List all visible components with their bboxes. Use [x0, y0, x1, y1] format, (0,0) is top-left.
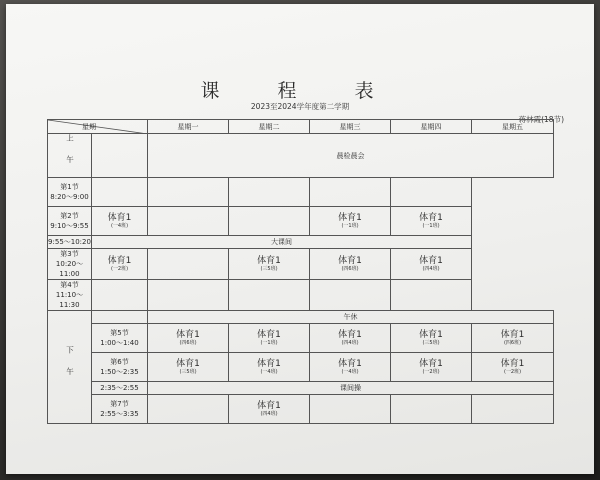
table-row [48, 249, 554, 280]
empty-cell [229, 280, 310, 311]
lesson-cell [310, 249, 391, 280]
class-name: (四4班) [422, 265, 440, 272]
class-name: (一4班) [341, 368, 359, 375]
band-big-break: 大课间 [92, 236, 472, 249]
lesson-cell [229, 395, 310, 424]
table-row [48, 280, 554, 311]
course-name: 体育1 [338, 255, 362, 266]
lesson-cell [229, 249, 310, 280]
class-name: (一1班) [422, 222, 440, 229]
timetable [47, 119, 554, 424]
day-header: 星期四 [391, 120, 472, 134]
lesson-cell [391, 207, 472, 236]
class-name: (四4班) [260, 410, 278, 417]
lesson-cell [229, 353, 310, 382]
corner-cell [48, 120, 148, 134]
band-row [48, 311, 554, 324]
empty-cell [391, 178, 472, 207]
period-cell [48, 249, 92, 280]
table-row [48, 353, 554, 382]
period-time: 9:10～9:55 [50, 222, 89, 230]
period-time: 11:10～11:30 [55, 291, 84, 309]
period-cell [92, 395, 148, 424]
period-time [92, 311, 148, 324]
empty-cell [229, 178, 310, 207]
table-row [48, 395, 554, 424]
lesson-cell [310, 353, 391, 382]
period-time: 10:20～11:00 [55, 260, 84, 278]
empty-cell [310, 395, 391, 424]
lesson-cell [148, 353, 229, 382]
page-title: 课 程 表 [200, 80, 400, 102]
class-name: (一1班) [260, 339, 278, 346]
class-name: (四4班) [341, 339, 359, 346]
empty-cell [148, 395, 229, 424]
period-name: 第4节 [60, 281, 79, 289]
course-name: 体育1 [176, 358, 200, 369]
course-name: 体育1 [257, 255, 281, 266]
band-morning-meeting: 晨检晨会 [148, 134, 554, 178]
empty-cell [391, 280, 472, 311]
lesson-cell [92, 207, 148, 236]
course-name: 体育1 [500, 358, 525, 369]
class-name: (四6班) [341, 265, 359, 272]
course-name: 体育1 [257, 358, 281, 369]
empty-cell [148, 249, 229, 280]
empty-cell [229, 207, 310, 236]
course-name: 体育1 [419, 255, 443, 266]
class-name: (三5班) [260, 265, 278, 272]
period-time: 2:35～2:55 [92, 382, 148, 395]
lesson-cell [391, 353, 472, 382]
course-name: 体育1 [419, 329, 443, 340]
day-header: 星期二 [229, 120, 310, 134]
course-name: 体育1 [257, 400, 281, 411]
empty-cell [391, 395, 472, 424]
class-name: (四6班) [179, 339, 197, 346]
class-name: (三5班) [422, 339, 440, 346]
table-row [48, 324, 554, 353]
lesson-cell [391, 324, 472, 353]
period-cell [48, 207, 92, 236]
period-time: 8:20～9:00 [50, 193, 89, 201]
band-row [48, 382, 554, 395]
class-name: (一1班) [341, 222, 359, 229]
day-header: 星期三 [310, 120, 391, 134]
lesson-cell [472, 324, 554, 353]
table-row [48, 207, 554, 236]
lesson-cell [92, 249, 148, 280]
lesson-cell [310, 207, 391, 236]
teacher-name: 蒋林霞(18节) [518, 115, 564, 124]
morning-label: 上午 [48, 134, 92, 178]
period-name: 第2节 [60, 212, 79, 220]
period-time: 9:55～10:20 [48, 236, 92, 249]
period-name: 第5节 [110, 329, 129, 337]
period-cell [92, 353, 148, 382]
class-name: (一4班) [110, 222, 129, 229]
band-row [48, 236, 554, 249]
empty-cell [92, 178, 148, 207]
empty-cell [310, 280, 391, 311]
empty-cell [148, 178, 229, 207]
empty-cell [472, 395, 554, 424]
lesson-cell [472, 353, 554, 382]
diagonal-line [48, 120, 148, 134]
course-name: 体育1 [419, 358, 443, 369]
period-cell [48, 178, 92, 207]
afternoon-label: 下午 [48, 311, 92, 424]
header-row [48, 120, 554, 134]
course-name: 体育1 [257, 329, 281, 340]
period-cell [48, 280, 92, 311]
day-header: 星期一 [148, 120, 229, 134]
lesson-cell [391, 249, 472, 280]
class-name: (三5班) [179, 368, 197, 375]
empty-cell [148, 207, 229, 236]
class-name: (一2班) [503, 368, 522, 375]
period-time: 2:55～3:35 [100, 410, 139, 418]
empty-cell [148, 280, 229, 311]
corner-label: 星期 [82, 123, 96, 131]
period-time: 1:50～2:35 [100, 368, 139, 376]
lesson-cell [148, 324, 229, 353]
period-cell [92, 324, 148, 353]
course-name: 体育1 [500, 329, 525, 340]
period-name: 第3节 [60, 250, 79, 258]
day-header: 星期五 [472, 120, 554, 134]
course-name: 体育1 [338, 212, 362, 223]
period-name: 第1节 [60, 183, 79, 191]
course-name: 体育1 [419, 212, 443, 223]
band-row [48, 134, 554, 178]
period-name: 第7节 [110, 400, 129, 408]
course-name: 体育1 [176, 329, 200, 340]
course-name: 体育1 [338, 358, 362, 369]
class-name: (一4班) [260, 368, 278, 375]
empty-cell [92, 280, 148, 311]
period-name: 第6节 [110, 358, 129, 366]
class-name: (四6班) [503, 339, 522, 346]
table-row [48, 178, 554, 207]
course-name: 体育1 [338, 329, 362, 340]
lesson-cell [310, 324, 391, 353]
class-name: (一2班) [422, 368, 440, 375]
lesson-cell [229, 324, 310, 353]
period-time [92, 134, 148, 178]
period-time: 1:00～1:40 [100, 339, 139, 347]
band-exercise: 课间操 [148, 382, 554, 395]
page-subtitle: 2023至2024学年度第二学期 [250, 102, 350, 111]
class-name: (一2班) [110, 265, 129, 272]
empty-cell [310, 178, 391, 207]
course-name: 体育1 [107, 212, 132, 223]
band-noon: 午休 [148, 311, 554, 324]
course-name: 体育1 [107, 255, 132, 266]
